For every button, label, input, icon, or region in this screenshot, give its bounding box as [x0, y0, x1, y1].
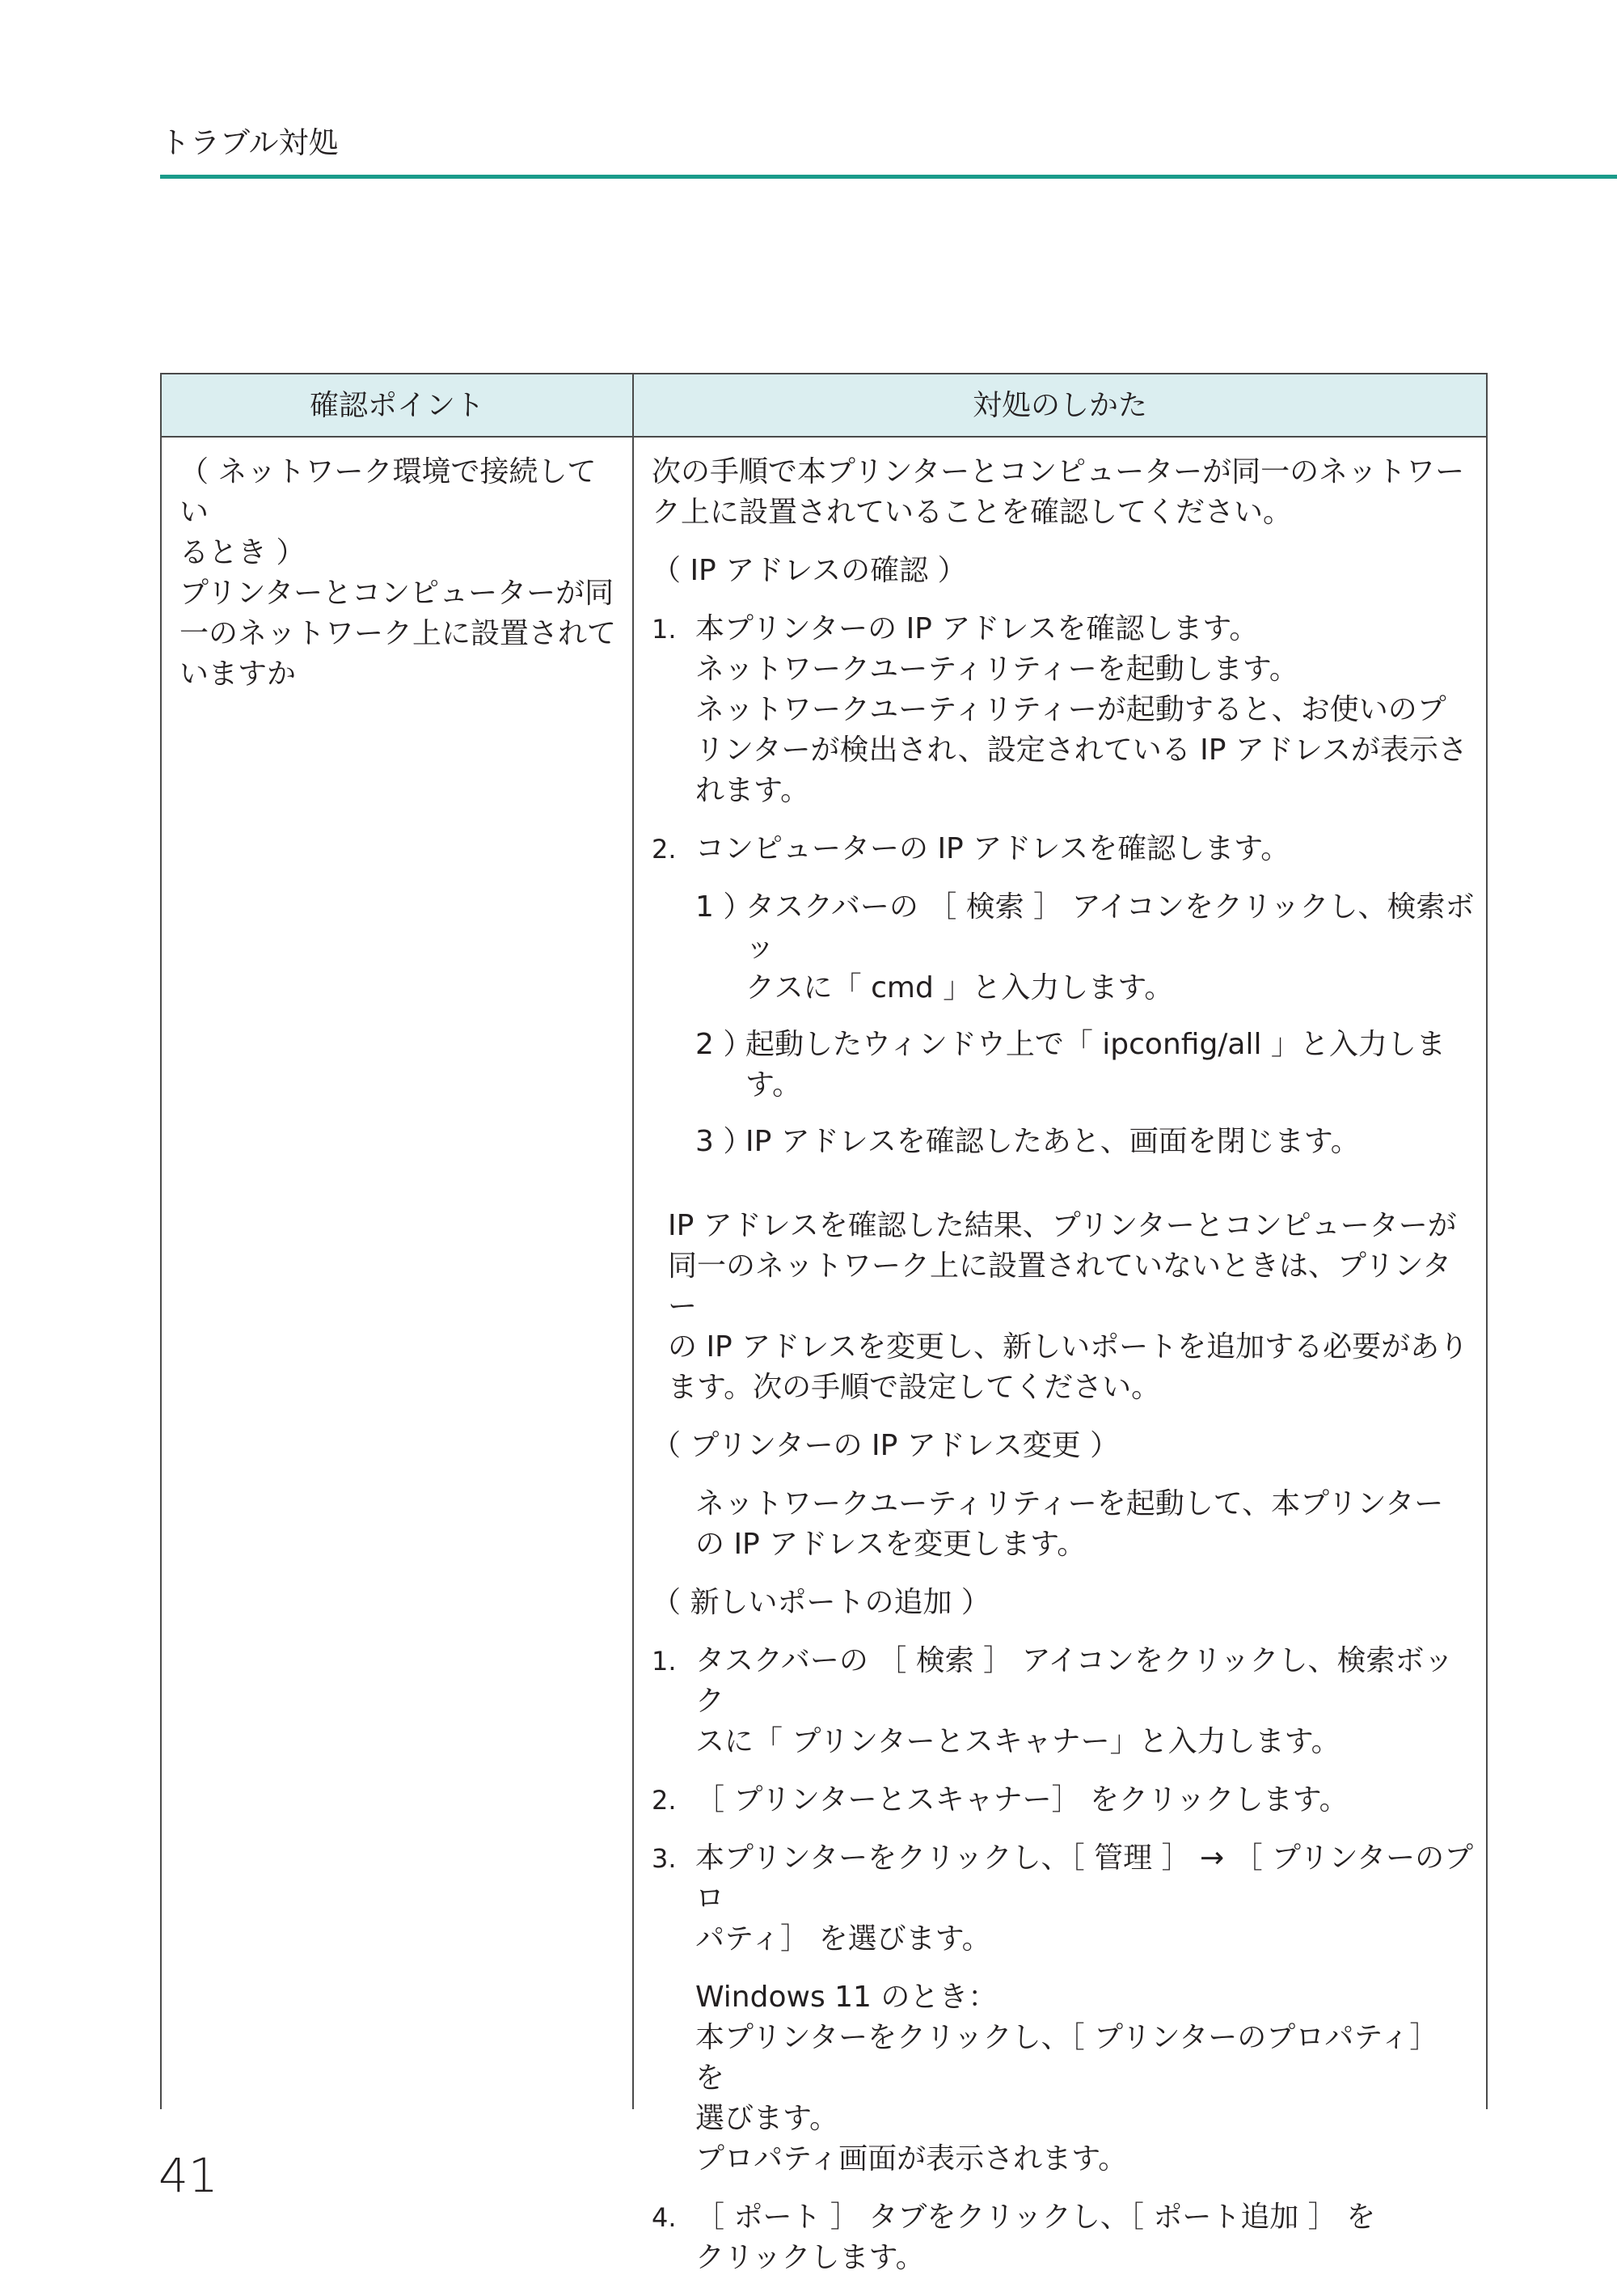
solution-cell — [652, 452, 1476, 2296]
ip-check-heading: （ IP アドレスの確認 ） — [652, 554, 967, 587]
check-point-cell — [179, 452, 616, 695]
step-line: タスクバーの ［ 検索 ］ アイコンをクリックし、検索ボック — [695, 1644, 1454, 1718]
section-title: トラブル対処 — [160, 125, 339, 160]
windows11-line: 選びます。 — [695, 2102, 839, 2135]
step-line: れます。 — [695, 774, 810, 807]
ip-change-line: の IP アドレスを変更します。 — [695, 1528, 1087, 1561]
step-line: 本プリンターをクリックし、［ 管理 ］ → ［ プリンターのプロ — [695, 1841, 1474, 1915]
substep-2 — [652, 1025, 1476, 1106]
table-header-row — [162, 373, 1486, 438]
check-point-line: 一のネットワーク上に設置されて — [179, 617, 617, 650]
substep-number: 2 ） — [695, 1028, 753, 1061]
header-rule — [160, 175, 1617, 179]
step-number: 1. — [652, 614, 677, 645]
port-step-3 — [652, 1838, 1476, 1960]
note-line: IP アドレスを確認した結果、プリンターとコンピューターが — [668, 1209, 1457, 1242]
note-line: 同一のネットワーク上に設置されていないときは、プリンター — [668, 1249, 1452, 1323]
step-number: 2. — [652, 1785, 677, 1816]
windows11-line: プロパティ画面が表示されます。 — [695, 2142, 1128, 2175]
step-number: 2. — [652, 834, 677, 865]
windows11-line: 本プリンターをクリックし、［ プリンターのプロパティ］ を — [695, 2021, 1439, 2095]
port-step-2 — [652, 1780, 1476, 1820]
step-line: ネットワークユーティリティーを起動します。 — [695, 653, 1298, 686]
note-line: ます。次の手順で設定してください。 — [668, 1371, 1161, 1404]
column-divider — [632, 373, 634, 2109]
step-1 — [652, 609, 1476, 811]
check-point-line: （ ネットワーク環境で接続してい — [179, 455, 597, 529]
substep-number: 3 ） — [695, 1125, 753, 1158]
step-number: 3. — [652, 1843, 677, 1874]
column-header-check-point: 確認ポイント — [309, 389, 484, 422]
ip-change-line: ネットワークユーティリティーを起動して、本プリンター — [695, 1487, 1444, 1520]
substep-1 — [652, 887, 1476, 1008]
substep-line: タスクバーの ［ 検索 ］ アイコンをクリックし、検索ボッ — [745, 890, 1475, 964]
step-line: 本プリンターの IP アドレスを確認します。 — [695, 612, 1259, 645]
port-step-1 — [652, 1641, 1476, 1762]
check-point-line: るとき ） — [179, 536, 306, 569]
substep-line: クスに「 cmd 」と入力します。 — [745, 971, 1174, 1004]
windows11-note — [652, 1977, 1476, 2180]
intro-line: 次の手順で本プリンターとコンピューターが同一のネットワー — [652, 455, 1465, 488]
step-line: パティ］ を選びます。 — [695, 1922, 991, 1956]
check-point-line: プリンターとコンピューターが同 — [179, 577, 614, 610]
step-line: クリックします。 — [695, 2241, 925, 2274]
step-line: ［ プリンターとスキャナー］ をクリックします。 — [695, 1783, 1349, 1816]
step-2 — [652, 829, 1476, 869]
step-line: コンピューターの IP アドレスを確認します。 — [695, 832, 1290, 865]
step-line: スに「 プリンターとスキャナー」と入力します。 — [695, 1725, 1340, 1758]
new-port-heading: （ 新しいポートの追加 ） — [652, 1586, 990, 1619]
step-number: 4. — [652, 2202, 677, 2233]
check-point-line: いますか — [179, 658, 297, 691]
substep-number: 1 ） — [695, 890, 753, 924]
step-line: リンターが検出され、設定されている IP アドレスが表示さ — [695, 734, 1467, 767]
step-number: 1. — [652, 1646, 677, 1677]
substep-3 — [652, 1122, 1476, 1162]
step-line: ネットワークユーティリティーが起動すると、お使いのプ — [695, 693, 1446, 726]
result-note — [652, 1206, 1476, 1408]
substep-line: 起動したウィンドウ上で「 ipconfig/all 」と入力します。 — [745, 1028, 1446, 1101]
page-number: 41 — [158, 2148, 218, 2203]
windows11-line: Windows 11 のとき： — [695, 1981, 998, 2014]
step-line: ［ ポート ］ タブをクリックし、［ ポート追加 ］ を — [695, 2201, 1376, 2234]
substep-line: IP アドレスを確認したあと、画面を閉じます。 — [745, 1125, 1360, 1158]
intro-paragraph — [652, 452, 1476, 533]
intro-line: ク上に設置されていることを確認してください。 — [652, 496, 1293, 529]
column-header-solution: 対処のしかた — [972, 389, 1147, 422]
port-step-4 — [652, 2197, 1476, 2278]
note-line: の IP アドレスを変更し、新しいポートを追加する必要があり — [668, 1330, 1469, 1364]
ip-change-heading: （ プリンターの IP アドレス変更 ） — [652, 1429, 1120, 1462]
ip-change-paragraph — [652, 1484, 1476, 1565]
